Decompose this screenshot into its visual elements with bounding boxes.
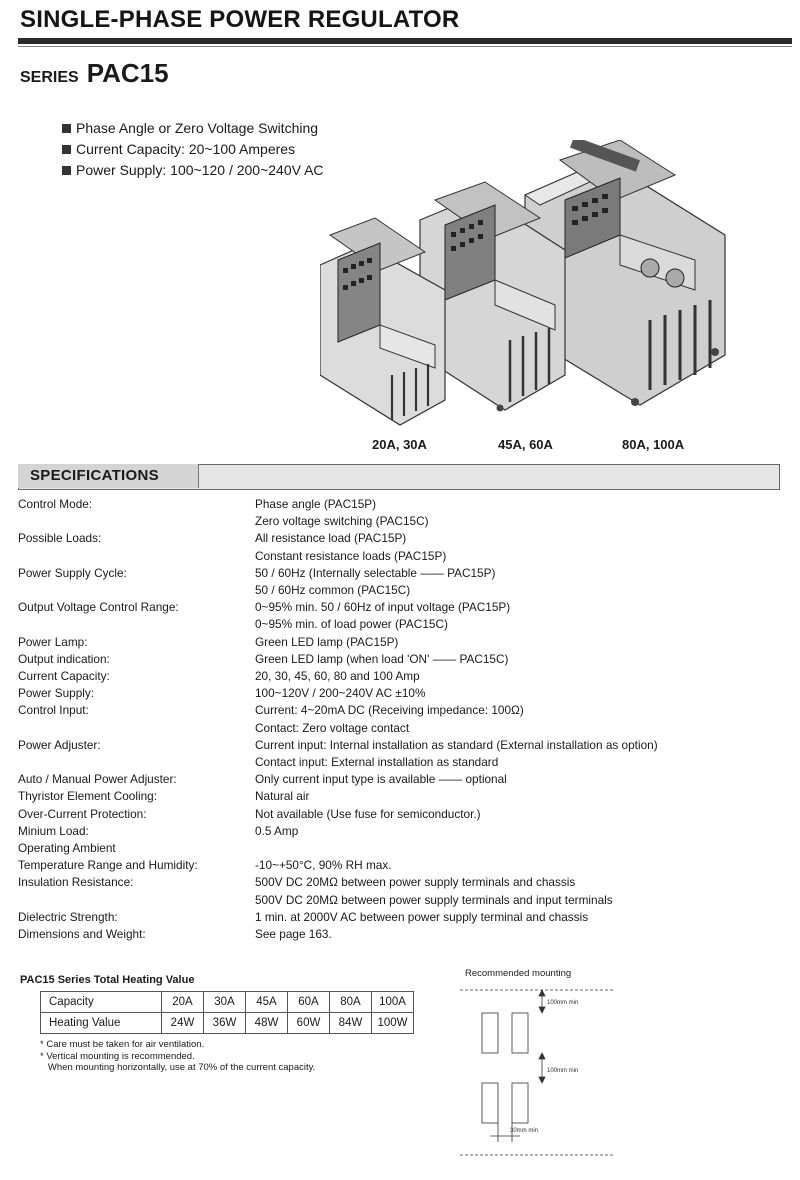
spec-label: Temperature Range and Humidity: bbox=[18, 858, 198, 873]
spec-label: Power Adjuster: bbox=[18, 737, 101, 752]
spec-label: Current Capacity: bbox=[18, 669, 110, 684]
spec-value bbox=[255, 702, 775, 736]
square-bullet-icon bbox=[62, 166, 71, 175]
spec-row bbox=[18, 771, 775, 788]
spec-label: Power Lamp: bbox=[18, 634, 88, 649]
spec-value bbox=[255, 496, 775, 530]
feature-item bbox=[62, 160, 324, 181]
spec-value bbox=[255, 788, 775, 805]
dimension-side-label: 30mm min bbox=[510, 1128, 539, 1134]
heating-value-table bbox=[40, 991, 414, 1034]
spec-value-line: Constant resistance loads (PAC15P) bbox=[255, 548, 447, 563]
spec-value-line: 500V DC 20MΩ between power supply terminals and chassis bbox=[255, 875, 576, 890]
spec-row bbox=[18, 737, 775, 771]
heating-cell: 36W bbox=[204, 1013, 246, 1034]
note-line: When mounting horizontally, use at 70% of the current capacity. bbox=[40, 1062, 316, 1073]
capacity-cell: 60A bbox=[288, 992, 330, 1013]
spec-row bbox=[18, 857, 775, 874]
spec-value-line: Only current input type is available —— optional bbox=[255, 772, 507, 787]
heating-cell: 100W bbox=[372, 1013, 414, 1034]
spec-label: Output Voltage Control Range: bbox=[18, 600, 179, 615]
spec-value-line: Green LED lamp (PAC15P) bbox=[255, 634, 399, 649]
spec-label: Thyristor Element Cooling: bbox=[18, 789, 157, 804]
spec-value-line: See page 163. bbox=[255, 927, 332, 942]
spec-value bbox=[255, 806, 775, 823]
specifications-table bbox=[18, 496, 775, 943]
spec-value-line: Current: 4~20mA DC (Receiving impedance: 100Ω) bbox=[255, 703, 524, 718]
spec-row bbox=[18, 806, 775, 823]
spec-value bbox=[255, 857, 775, 874]
feature-list bbox=[62, 118, 324, 181]
spec-label: Control Mode: bbox=[18, 497, 93, 511]
spec-value-line: Contact: Zero voltage contact bbox=[255, 720, 410, 735]
capacity-cell: 100A bbox=[372, 992, 414, 1013]
spec-value-line: 0~95% min. 50 / 60Hz of input voltage (PAC15P) bbox=[255, 600, 511, 615]
photo-caption-80a-100a: 80A, 100A bbox=[622, 437, 685, 452]
spec-row bbox=[18, 599, 775, 633]
spec-value bbox=[255, 634, 775, 651]
spec-row bbox=[18, 634, 775, 651]
heating-notes bbox=[40, 1039, 315, 1074]
feature-text: Phase Angle or Zero Voltage Switching bbox=[76, 120, 319, 136]
heating-value-title: PAC15 Series Total Heating Value bbox=[20, 974, 195, 986]
spec-value bbox=[255, 565, 775, 599]
series-name: PAC15 bbox=[86, 58, 169, 88]
title-rule-thin bbox=[18, 46, 792, 47]
heating-row bbox=[41, 1013, 414, 1034]
spec-value-line: 100~120V / 200~240V AC ±10% bbox=[255, 686, 426, 701]
spec-row bbox=[18, 840, 775, 857]
note-line: * Vertical mounting is recommended. bbox=[40, 1050, 195, 1062]
feature-item bbox=[62, 139, 324, 160]
capacity-cell: 80A bbox=[330, 992, 372, 1013]
feature-text: Current Capacity: 20~100 Amperes bbox=[76, 141, 296, 157]
spec-value-line bbox=[255, 840, 775, 857]
mounting-title: Recommended mounting bbox=[465, 968, 572, 979]
spec-value bbox=[255, 685, 775, 702]
spec-value bbox=[255, 926, 775, 943]
spec-value bbox=[255, 737, 775, 771]
title-rule bbox=[18, 38, 792, 44]
spec-row bbox=[18, 909, 775, 926]
spec-value-line: 50 / 60Hz (Internally selectable —— PAC15P) bbox=[255, 565, 496, 580]
feature-item bbox=[62, 118, 324, 139]
heating-label: Heating Value bbox=[41, 1013, 162, 1034]
photo-caption-45a-60a: 45A, 60A bbox=[498, 437, 553, 452]
spec-value-line: 20, 30, 45, 60, 80 and 100 Amp bbox=[255, 669, 420, 684]
spec-label: Minium Load: bbox=[18, 823, 89, 838]
spec-label: Power Supply: bbox=[18, 686, 95, 701]
spec-row bbox=[18, 565, 775, 599]
spec-label: Operating Ambient bbox=[18, 841, 116, 856]
spec-row bbox=[18, 926, 775, 943]
spec-row bbox=[18, 823, 775, 840]
spec-row bbox=[18, 874, 775, 908]
spec-label: Over-Current Protection: bbox=[18, 806, 147, 821]
spec-value-line: All resistance load (PAC15P) bbox=[255, 531, 407, 546]
series-label: SERIES bbox=[20, 69, 79, 86]
spec-value-line: Current input: Internal installation as standard (External installation as option) bbox=[255, 737, 658, 752]
spec-value bbox=[255, 530, 775, 564]
spec-label: Output indication: bbox=[18, 651, 110, 666]
spec-row bbox=[18, 788, 775, 805]
spec-value-line: Natural air bbox=[255, 789, 310, 804]
spec-value bbox=[255, 668, 775, 685]
spec-row bbox=[18, 702, 775, 736]
heating-cell: 24W bbox=[162, 1013, 204, 1034]
spec-value bbox=[255, 771, 775, 788]
heating-cell: 60W bbox=[288, 1013, 330, 1034]
spec-row bbox=[18, 668, 775, 685]
heating-cell: 84W bbox=[330, 1013, 372, 1034]
capacity-cell: 20A bbox=[162, 992, 204, 1013]
spec-label: Possible Loads: bbox=[18, 531, 102, 546]
specifications-title: SPECIFICATIONS bbox=[30, 467, 159, 484]
series-heading bbox=[20, 58, 169, 89]
capacity-label: Capacity bbox=[41, 992, 162, 1013]
square-bullet-icon bbox=[62, 124, 71, 133]
spec-value-line: Not available (Use fuse for semiconductor.) bbox=[255, 806, 481, 821]
spec-row bbox=[18, 651, 775, 668]
spec-label: Insulation Resistance: bbox=[18, 875, 134, 890]
spec-value-line: -10~+50°C, 90% RH max. bbox=[255, 858, 392, 873]
spec-value-line: 1 min. at 2000V AC between power supply terminal and chassis bbox=[255, 909, 589, 924]
spec-row bbox=[18, 685, 775, 702]
note-line: * Care must be taken for air ventilation. bbox=[40, 1039, 205, 1050]
spec-value-line: 0~95% min. of load power (PAC15C) bbox=[255, 617, 448, 632]
capacity-cell: 45A bbox=[246, 992, 288, 1013]
spec-row bbox=[18, 496, 775, 530]
mounting-diagram bbox=[450, 980, 620, 1160]
spec-label: Control Input: bbox=[18, 703, 89, 718]
spec-label: Dimensions and Weight: bbox=[18, 927, 146, 942]
capacity-cell: 30A bbox=[204, 992, 246, 1013]
spec-value-line: Zero voltage switching (PAC15C) bbox=[255, 514, 429, 529]
heating-cell: 48W bbox=[246, 1013, 288, 1034]
spec-value bbox=[255, 823, 775, 840]
spec-value-line: Green LED lamp (when load 'ON' —— PAC15C) bbox=[255, 651, 509, 666]
square-bullet-icon bbox=[62, 145, 71, 154]
capacity-row bbox=[41, 992, 414, 1013]
spec-value-line: 0.5 Amp bbox=[255, 823, 299, 838]
spec-value bbox=[255, 840, 775, 857]
spec-value-line: Contact input: External installation as standard bbox=[255, 755, 499, 770]
spec-value-line: Phase angle (PAC15P) bbox=[255, 497, 377, 511]
spec-value-line: 50 / 60Hz common (PAC15C) bbox=[255, 583, 411, 598]
spec-value-line: 500V DC 20MΩ between power supply terminals and input terminals bbox=[255, 892, 613, 907]
spec-label: Power Supply Cycle: bbox=[18, 565, 127, 580]
spec-value bbox=[255, 651, 775, 668]
spec-label: Auto / Manual Power Adjuster: bbox=[18, 772, 177, 787]
document-title: SINGLE-PHASE POWER REGULATOR bbox=[20, 6, 460, 33]
spec-value bbox=[255, 874, 775, 908]
spec-row bbox=[18, 530, 775, 564]
product-photo bbox=[320, 140, 740, 430]
dimension-middle-label: 100mm min bbox=[547, 1068, 579, 1074]
photo-caption-20a-30a: 20A, 30A bbox=[372, 437, 427, 452]
spec-value bbox=[255, 599, 775, 633]
dimension-top-label: 100mm min bbox=[547, 1000, 579, 1006]
feature-text: Power Supply: 100~120 / 200~240V AC bbox=[76, 162, 324, 178]
spec-value bbox=[255, 909, 775, 926]
spec-label: Dielectric Strength: bbox=[18, 909, 118, 924]
